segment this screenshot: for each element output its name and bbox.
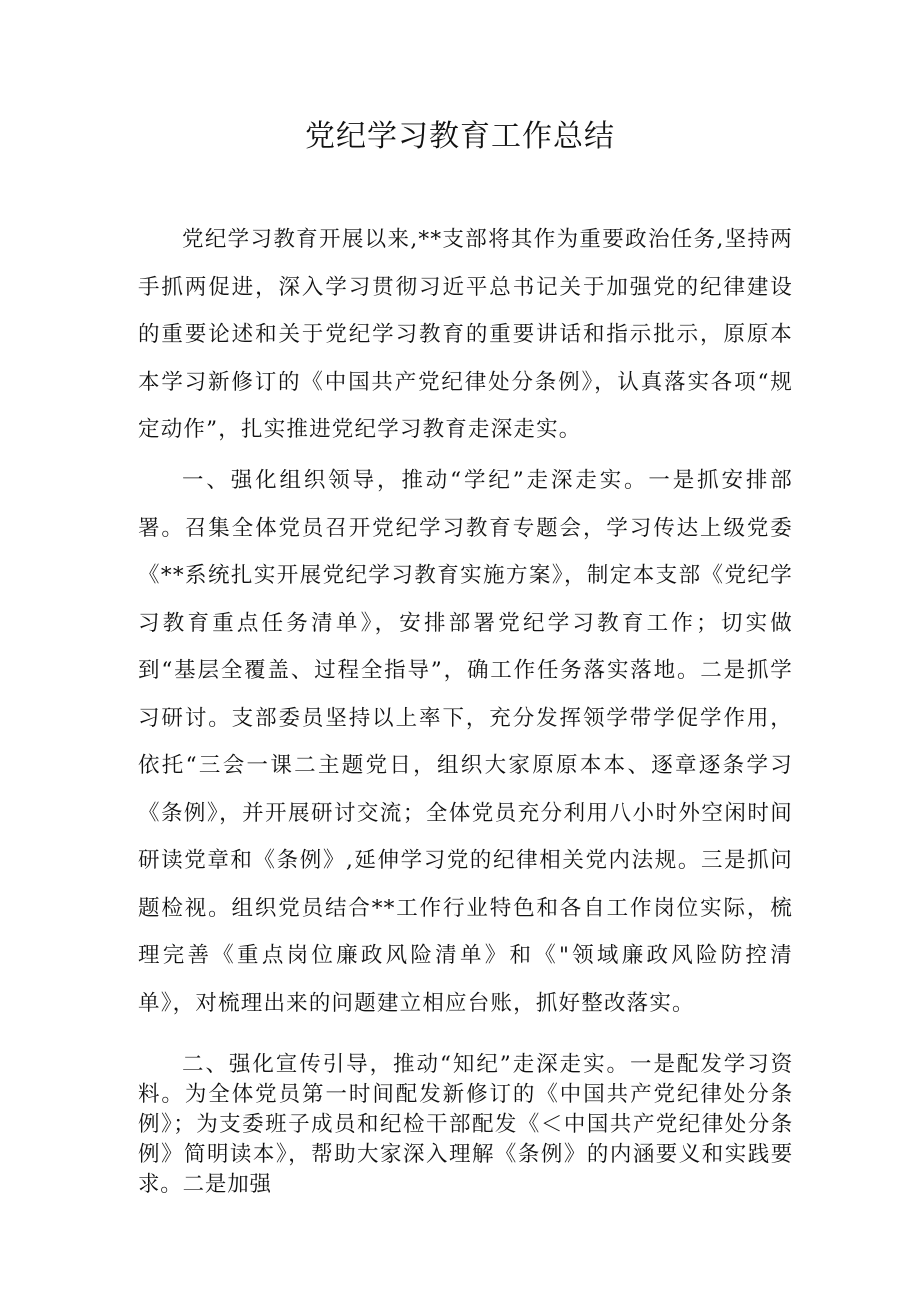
document-title: 党纪学习教育工作总结 (305, 119, 615, 154)
paragraph-section-two: 二、强化宣传引导，推动“知纪”走深走实。一是配发学习资料。为全体党员第一时间配发新修订的《中国共产党纪律处分条例》；为支委班子成员和纪检干部配发《＜中国共产党纪律处分条例》简明读本》，帮助大家深入理解《条例》的内涵要义和实践要求。二是加强 (138, 1052, 793, 1197)
paragraph-section-one: 一、强化组织领导，推动“学纪”走深走实。一是抓安排部署。召集全体党员召开党纪学习教育专题会，学习传达上级党委《**系统扎实开展党纪学习教育实施方案》，制定本支部《党纪学习教育重点任务清单》，安排部署党纪学习教育工作；切实做到“基层全覆盖、过程全指导”，确工作任务落实落地。二是抓学习研讨。支部委员坚持以上率下，充分发挥领学带学促学作用，依托“三会一课二主题党日，组织大家原原本本、逐章逐条学习《条例》，并开展研讨交流；全体党员充分利用八小时外空闲时间研读党章和《条例》,延伸学习党的纪律相关党内法规。三是抓问题检视。组织党员结合**工作行业特色和各自工作岗位实际，梳理完善《重点岗位廉政风险清单》和《"领域廉政风险防控清单》，对梳理出来的问题建立相应台账，抓好整改落实。 (138, 468, 793, 1016)
paragraph-intro: 党纪学习教育开展以来,**支部将其作为重要政治任务,坚持两手抓两促进，深入学习贯彻习近平总书记关于加强党的纪律建设的重要论述和关于党纪学习教育的重要讲话和指示批示，原原本本学习新修订的《中国共产党纪律处分条例》，认真落实各项“规定动作”，扎实推进党纪学习教育走深走实。 (138, 227, 793, 442)
